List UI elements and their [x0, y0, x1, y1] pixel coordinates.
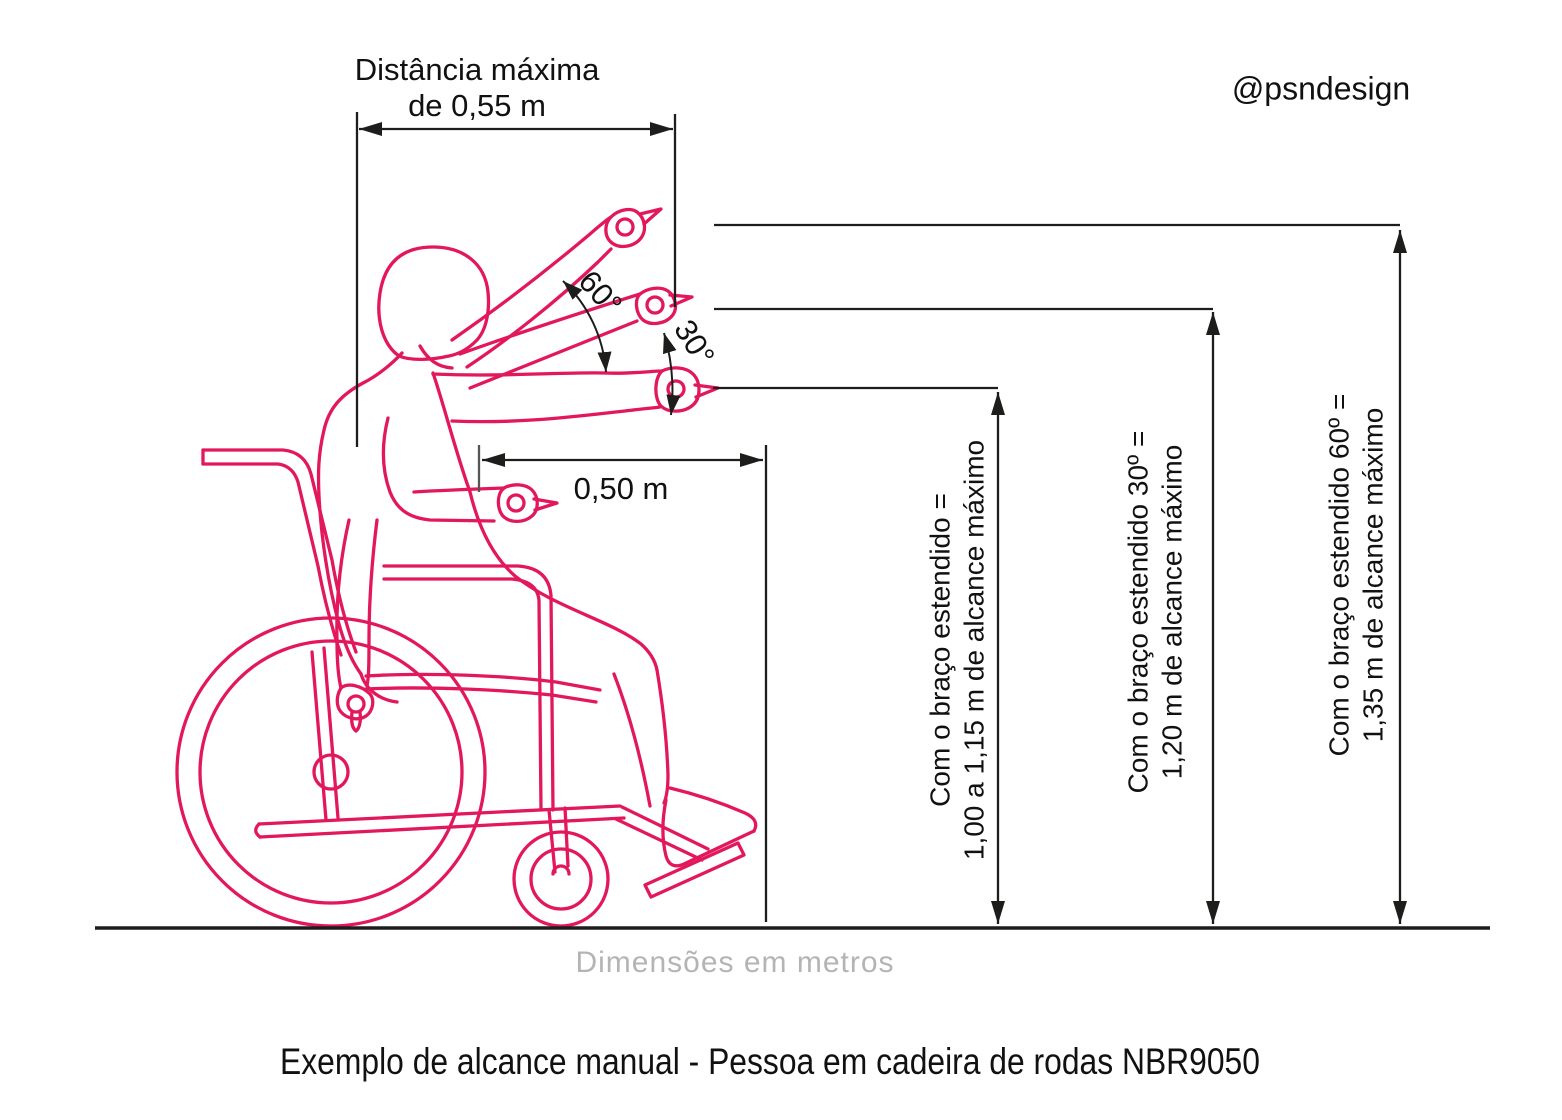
- wheelchair-person-lineart: [177, 209, 756, 926]
- reach-60-line1: Com o braço estendido 60º =: [1323, 393, 1355, 757]
- person-torso: [319, 353, 470, 702]
- vertical-reach-label-extended: [923, 440, 990, 860]
- reach-30-line2: 1,20 m de alcance máximo: [1156, 444, 1187, 780]
- caster-wheel: [514, 808, 608, 926]
- seat-rail: [366, 674, 600, 702]
- arm-horizontal: [433, 368, 718, 422]
- arc-30: [664, 333, 672, 415]
- arm-raised-60: [452, 209, 661, 367]
- reach-60-line2: 1,35 m de alcance máximo: [1357, 407, 1388, 743]
- credit-handle: @psndesign: [1231, 70, 1411, 107]
- rear-wheel: [177, 618, 485, 926]
- reach-extended-line2: 1,00 a 1,15 m de alcance máximo: [958, 439, 989, 861]
- push-handle-backrest: [203, 450, 356, 655]
- arm-lap-forward: [383, 418, 557, 521]
- person-head: [379, 247, 489, 359]
- vertical-reach-label-60: [1322, 394, 1389, 757]
- footplate: [645, 843, 744, 897]
- angle-label-30: 30°: [667, 313, 722, 372]
- reach-30-line1: Com o braço estendido 30º =: [1122, 430, 1154, 794]
- angle-label-60: 60°: [571, 263, 630, 322]
- forward-reach-label: 0,50 m: [573, 471, 669, 506]
- max-distance-line1: Distância máxima: [354, 52, 600, 87]
- dimension-lines: [95, 112, 1490, 928]
- arm-hanging-wheel: [337, 520, 377, 731]
- diagram-title: Exemplo de alcance manual - Pessoa em cadeira de rodas NBR9050: [280, 1041, 1260, 1082]
- units-footnote: Dimensões em metros: [575, 946, 895, 979]
- max-distance-line2: de 0,55 m: [408, 87, 546, 123]
- frame-bottom-bar: [256, 806, 708, 860]
- reach-extended-line1: Com o braço estendido =: [924, 493, 956, 807]
- vertical-reach-label-30: [1121, 431, 1188, 794]
- max-distance-label: [355, 52, 600, 123]
